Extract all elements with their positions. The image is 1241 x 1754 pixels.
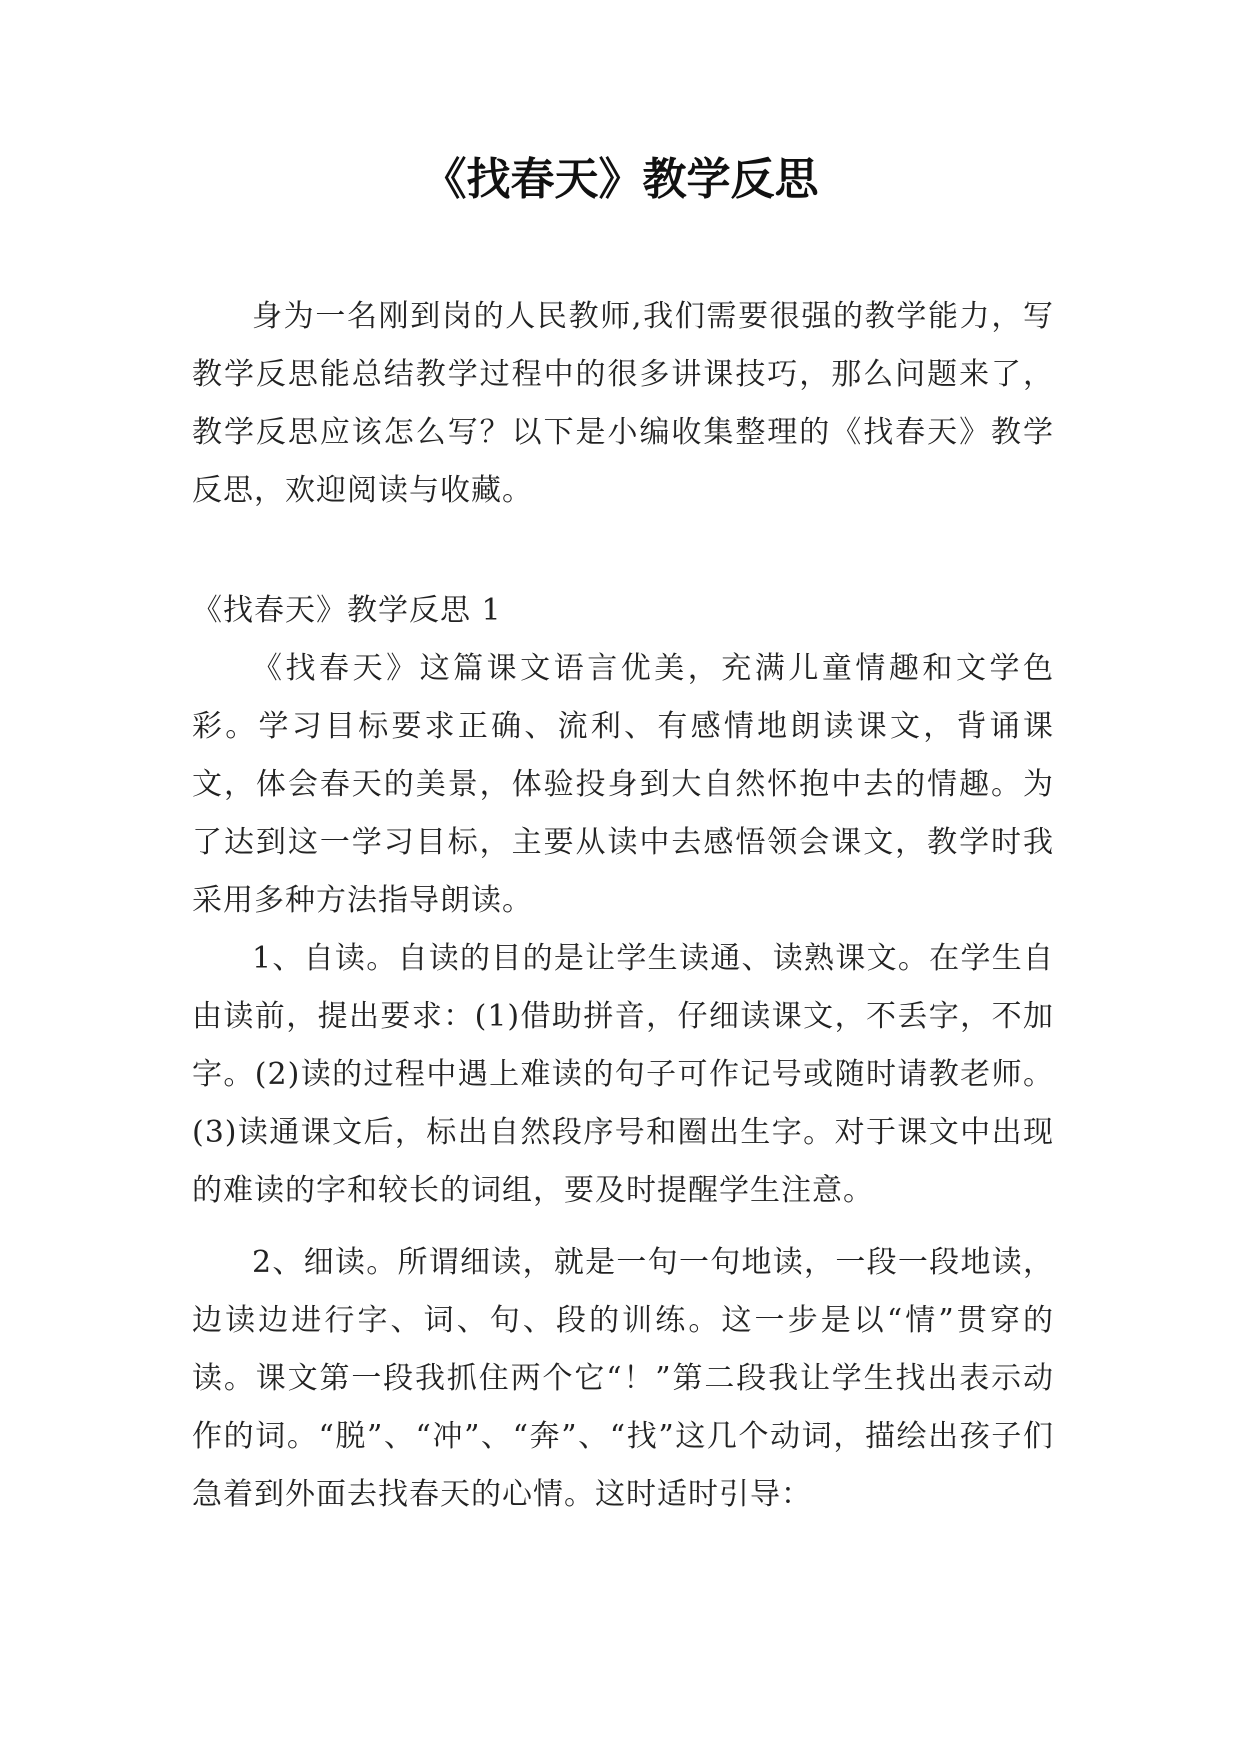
intro-paragraph: 身为一名刚到岗的人民教师,我们需要很强的教学能力，写教学反思能总结教学过程中的很多讲课技巧，那么问题来了，教学反思应该怎么写？以下是小编收集整理的《找春天》教学反思，欢迎阅读与收藏。 bbox=[192, 299, 1054, 508]
section-heading: 《找春天》教学反思 1 bbox=[192, 593, 502, 628]
paragraph-spacer bbox=[192, 1220, 1054, 1234]
body-paragraph-2: 1、自读。自读的目的是让学生读通、读熟课文。在学生自由读前，提出要求：(1)借助拼音，仔细读课文，不丢字，不加字。(2)读的过程中遇上难读的句子可作记号或随时请教老师。(3)读通课文后，标出自然段序号和圈出生字。对于课文中出现的难读的字和较长的词组，要及时提醒学生注意。 bbox=[192, 941, 1054, 1208]
intro-section bbox=[192, 288, 1054, 520]
body-paragraph-1: 《找春天》这篇课文语言优美，充满儿童情趣和文学色彩。学习目标要求正确、流利、有感情地朗读课文，背诵课文，体会春天的美景，体验投身到大自然怀抱中去的情趣。为了达到这一学习目标，主要从读中去感悟领会课文，教学时我采用多种方法指导朗读。 bbox=[192, 651, 1054, 918]
document-title: 《找春天》教学反思 bbox=[422, 154, 819, 205]
section-body bbox=[192, 640, 1054, 1524]
body-paragraph-3: 2、细读。所谓细读，就是一句一句地读，一段一段地读，边读边进行字、词、句、段的训练。这一步是以“情”贯穿的读。课文第一段我抓住两个它“！”第二段我让学生找出表示动作的词。“脱”、“冲”、“奔”、“找”这几个动词，描绘出孩子们急着到外面去找春天的心情。这时适时引导： bbox=[192, 1245, 1054, 1512]
